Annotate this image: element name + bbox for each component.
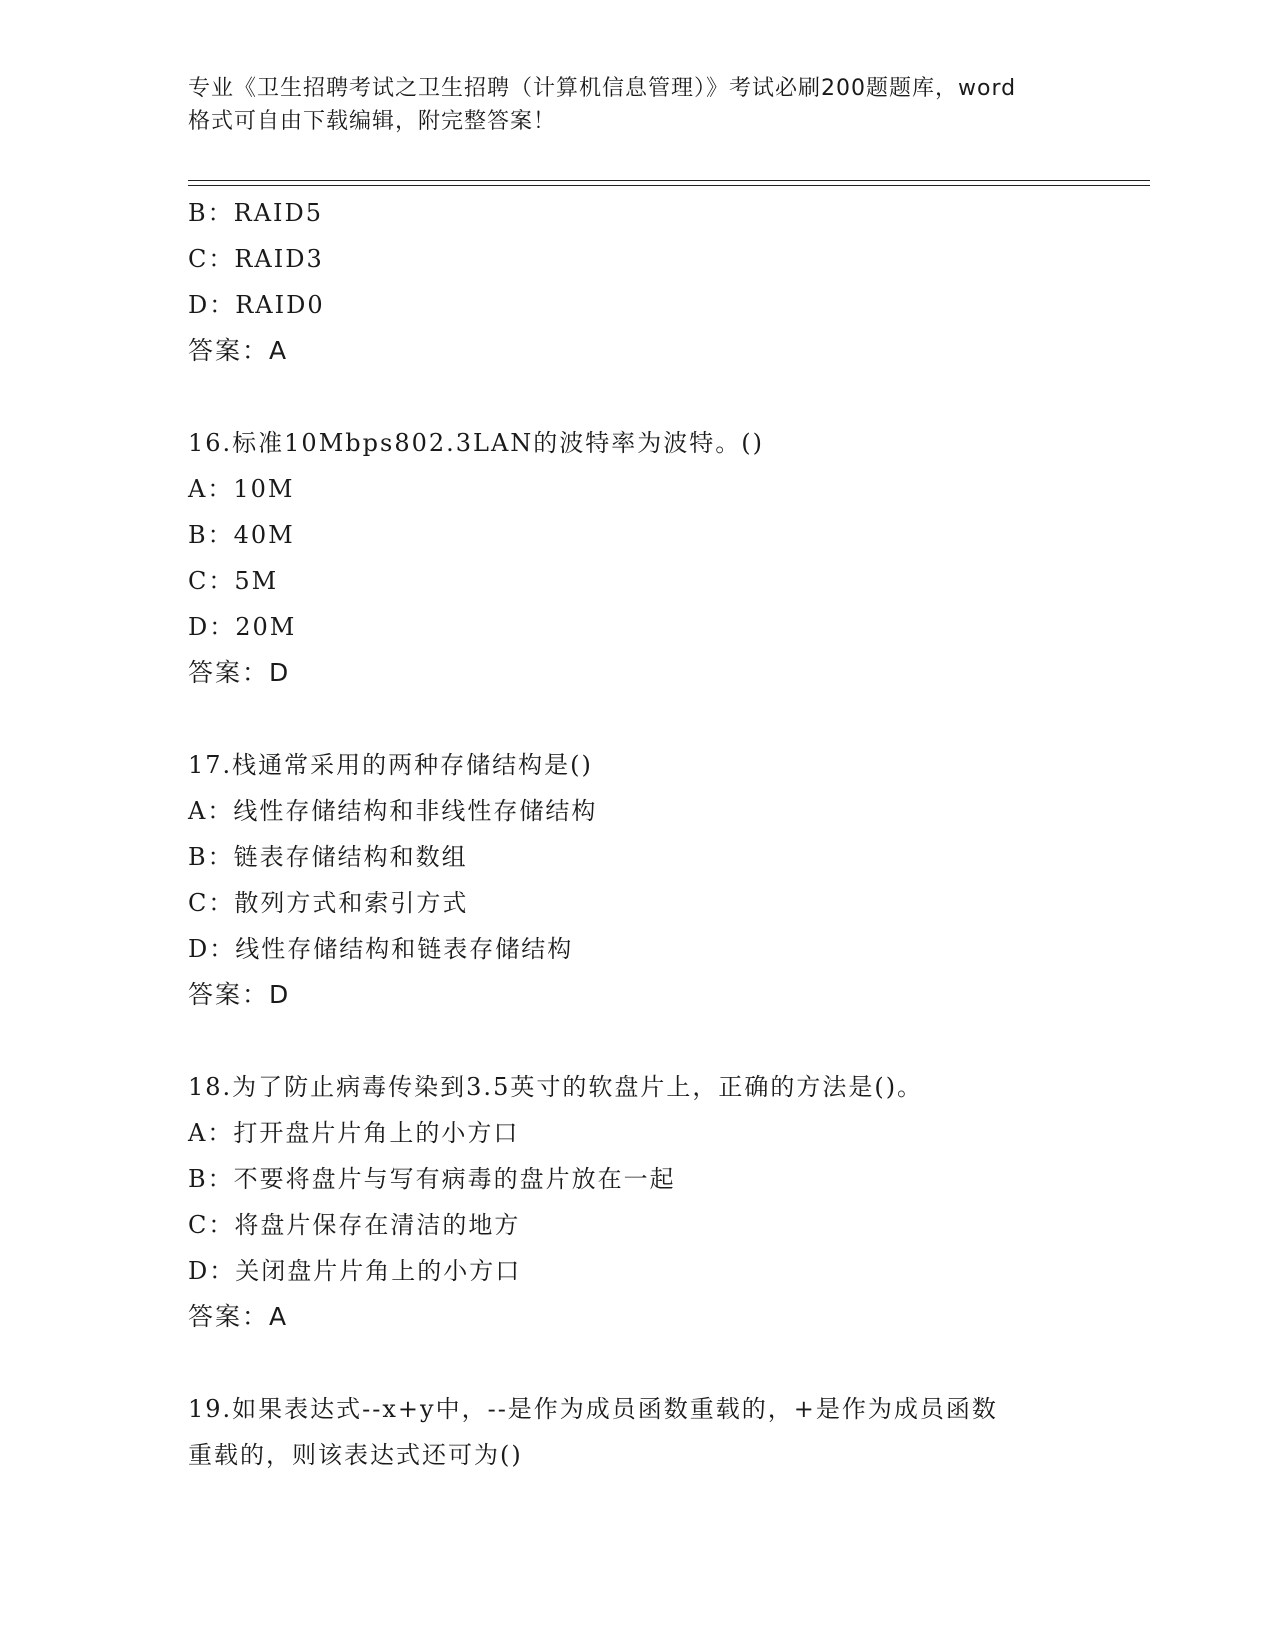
header-line-1: 专业《卫生招聘考试之卫生招聘（计算机信息管理）》考试必刷200题题库，word [188,76,1017,101]
answer-line: 答案：D [188,980,291,1009]
header-line-2: 格式可自由下载编辑，附完整答案！ [188,109,557,134]
spacer [188,1340,1148,1386]
option-c: C：RAID3 [188,245,324,273]
option-a: A：打开盘片片角上的小方口 [188,1119,520,1147]
question-text: 17.栈通常采用的两种存储结构是() [188,751,593,779]
header-divider-top [188,180,1150,181]
question-text-line-1: 19.如果表达式--x+y中，--是作为成员函数重载的，+是作为成员函数 [188,1395,998,1423]
question-content [188,190,1148,1478]
spacer [188,374,1148,420]
header-divider-bottom [188,185,1150,186]
option-b: B：40M [188,521,295,549]
option-b: B：RAID5 [188,199,324,227]
previous-question-tail [188,190,1148,374]
option-d: D：线性存储结构和链表存储结构 [188,935,574,963]
question-16 [188,420,1148,696]
question-19 [188,1386,1148,1478]
option-c: C：将盘片保存在清洁的地方 [188,1211,521,1239]
document-header [188,72,1088,138]
option-a: A：线性存储结构和非线性存储结构 [188,797,598,825]
question-text: 16.标准10Mbps802.3LAN的波特率为波特。() [188,429,765,457]
option-a: A：10M [188,475,295,503]
option-c: C：5M [188,567,279,595]
option-b: B：链表存储结构和数组 [188,843,468,871]
question-text: 18.为了防止病毒传染到3.5英寸的软盘片上，正确的方法是()。 [188,1073,924,1101]
option-d: D：RAID0 [188,291,325,319]
answer-line: 答案：D [188,658,291,687]
spacer [188,1018,1148,1064]
answer-line: 答案：A [188,1302,289,1331]
answer-line: 答案：A [188,336,289,365]
question-18 [188,1064,1148,1340]
option-b: B：不要将盘片与写有病毒的盘片放在一起 [188,1165,676,1193]
option-c: C：散列方式和索引方式 [188,889,469,917]
question-17 [188,742,1148,1018]
question-text [188,1386,1148,1478]
option-d: D：20M [188,613,297,641]
option-d: D：关闭盘片片角上的小方口 [188,1257,522,1285]
question-text-line-2: 重载的，则该表达式还可为() [188,1441,523,1469]
spacer [188,696,1148,742]
